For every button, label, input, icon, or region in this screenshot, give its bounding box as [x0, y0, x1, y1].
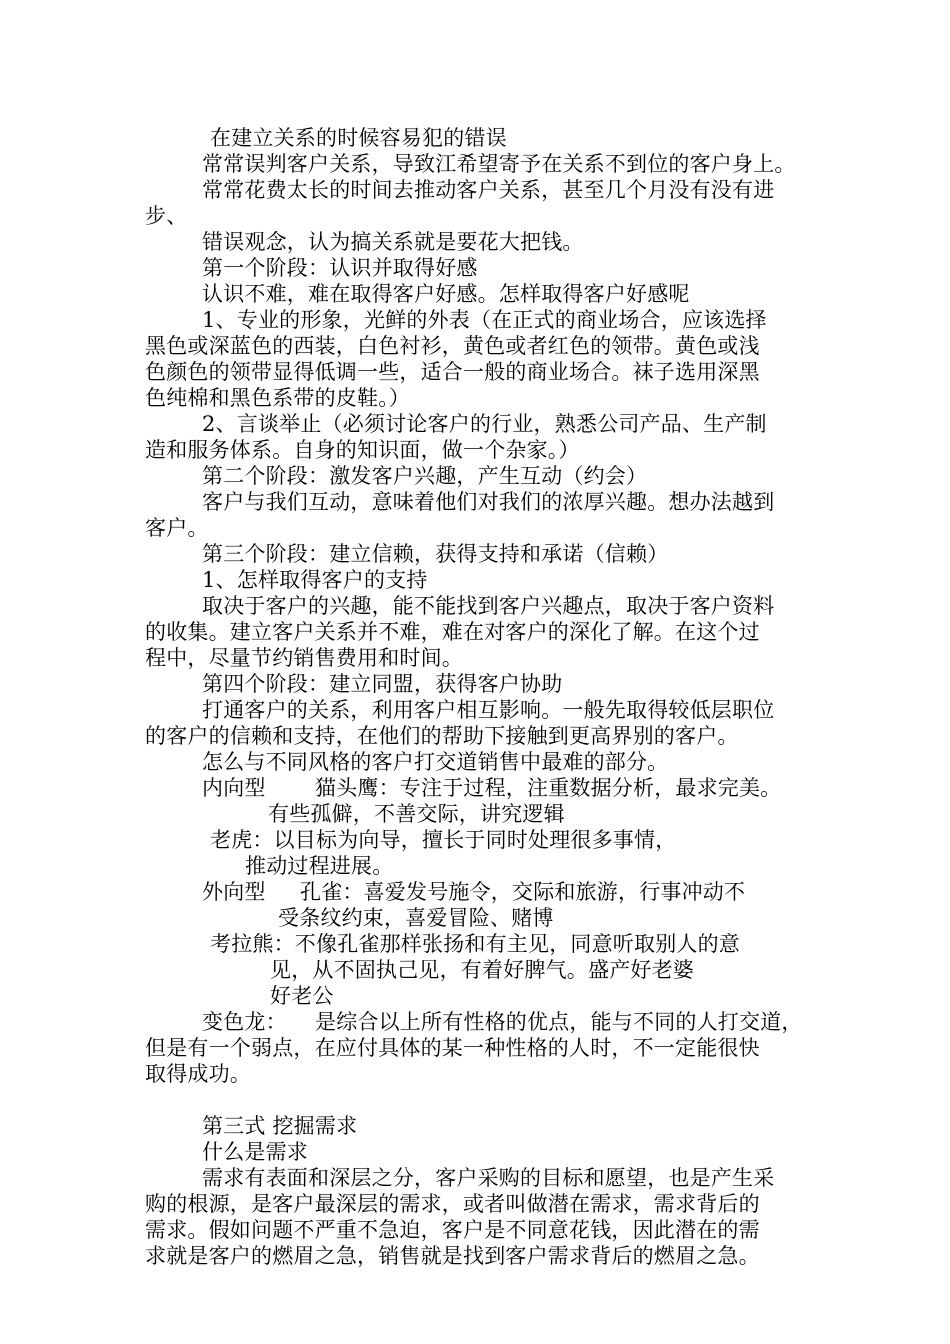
text-line: 购的根源，是客户最深层的需求，或者叫做潜在需求，需求背后的	[145, 1192, 760, 1216]
text-line: 考拉熊：不像孔雀那样张扬和有主见，同意听取别人的意	[210, 932, 740, 956]
text-line: 黑色或深蓝色的西装，白色衬衫，黄色或者红色的领带。黄色或浅	[145, 334, 760, 358]
text-line: 什么是需求	[202, 1140, 308, 1164]
text-line: 程中，尽量节约销售费用和时间。	[145, 646, 463, 670]
text-line: 有些孤僻，不善交际，讲究逻辑	[268, 802, 565, 826]
text-line: 客户。	[145, 516, 209, 540]
section-heading: 第四个阶段：建立同盟，获得客户协助	[202, 672, 563, 696]
text-line: 取决于客户的兴趣，能不能找到客户兴趣点，取决于客户资料	[202, 594, 775, 618]
text-line: 好老公	[270, 984, 334, 1008]
text-line: 取得成功。	[145, 1062, 251, 1086]
text-line: 常常花费太长的时间去推动客户关系，甚至几个月没有没有进	[202, 178, 775, 202]
text-line: 孔雀：喜爱发号施令，交际和旅游，行事冲动不	[300, 880, 746, 904]
personality-type-label: 内向型	[202, 776, 266, 800]
text-line: 需求有表面和深层之分，客户采购的目标和愿望，也是产生采	[202, 1166, 775, 1190]
section-heading: 第三个阶段：建立信赖，获得支持和承诺（信赖）	[202, 542, 669, 566]
text-line: 老虎：以目标为向导，擅长于同时处理很多事情，	[210, 828, 677, 852]
text-line: 是综合以上所有性格的优点，能与不同的人打交道，	[315, 1010, 803, 1034]
text-line: 常常误判客户关系，导致江希望寄予在关系不到位的客户身上。	[202, 152, 796, 176]
text-line: 客户与我们互动，意味着他们对我们的浓厚兴趣。想办法越到	[202, 490, 775, 514]
text-line: 的客户的信赖和支持，在他们的帮助下接触到更高界别的客户。	[145, 724, 739, 748]
section-heading: 第二个阶段：激发客户兴趣，产生互动（约会）	[202, 464, 648, 488]
section-heading: 第一个阶段：认识并取得好感	[202, 256, 478, 280]
text-line: 见，从不固执己见，有着好脾气。盛产好老婆	[270, 958, 694, 982]
text-line: 认识不难，难在取得客户好感。怎样取得客户好感呢	[202, 282, 690, 306]
text-line: 怎么与不同风格的客户打交道销售中最难的部分。	[202, 750, 669, 774]
text-line: 推动过程进展。	[245, 854, 394, 878]
text-line: 错误观念，认为搞关系就是要花大把钱。	[202, 230, 584, 254]
section-heading: 第三式 挖掘需求	[202, 1114, 358, 1138]
text-line: 1、怎样取得客户的支持	[202, 568, 428, 592]
personality-type-label: 外向型	[202, 880, 266, 904]
text-line: 猫头鹰：专注于过程，注重数据分析，最求完美。	[315, 776, 782, 800]
text-line: 2、言谈举止（必须讨论客户的行业，熟悉公司产品、生产制	[202, 412, 767, 436]
text-line: 1、专业的形象，光鲜的外表（在正式的商业场合，应该选择	[202, 308, 767, 332]
text-line: 色颜色的领带显得低调一些，适合一般的商业场合。袜子选用深黑	[145, 360, 760, 384]
text-line: 步、	[145, 204, 188, 228]
personality-type-label: 变色龙：	[202, 1010, 287, 1034]
text-line: 打通客户的关系，利用客户相互影响。一般先取得较低层职位	[202, 698, 775, 722]
text-line: 受条纹约束，喜爱冒险、赌博	[278, 906, 554, 930]
text-line: 的收集。建立客户关系并不难，难在对客户的深化了解。在这个过	[145, 620, 760, 644]
text-line: 但是有一个弱点，在应付具体的某一种性格的人时，不一定能很快	[145, 1036, 760, 1060]
text-line: 需求。假如问题不严重不急迫，客户是不同意花钱，因此潜在的需	[145, 1218, 760, 1242]
text-line: 求就是客户的燃眉之急，销售就是找到客户需求背后的燃眉之急。	[145, 1244, 760, 1268]
text-line: 在建立关系的时候容易犯的错误	[210, 126, 507, 150]
text-line: 色纯棉和黑色系带的皮鞋。）	[145, 386, 411, 410]
text-line: 造和服务体系。自身的知识面，做一个杂家。）	[145, 438, 580, 462]
